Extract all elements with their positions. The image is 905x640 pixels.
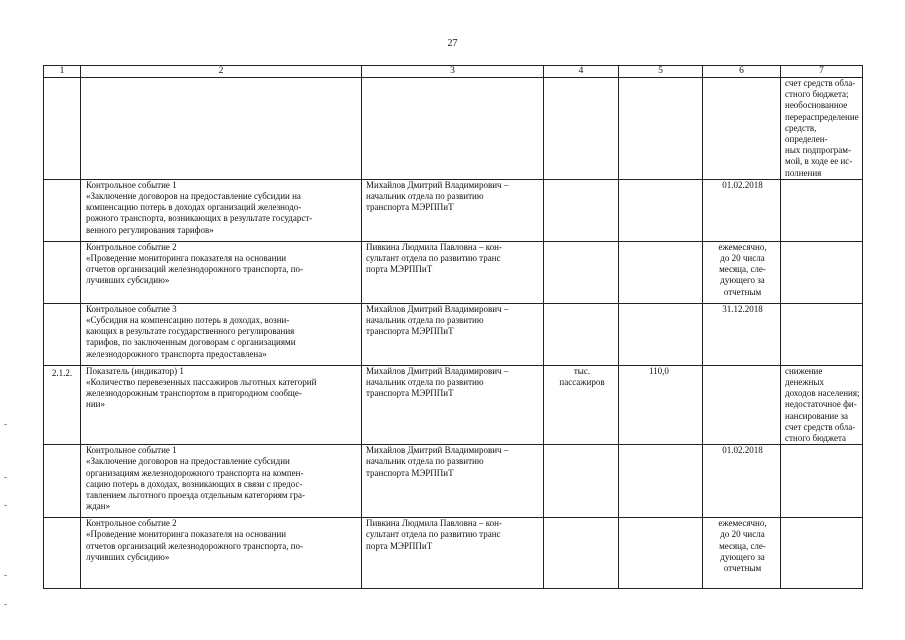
item-number — [44, 78, 81, 180]
deadline-date: 31.12.2018 — [703, 303, 781, 365]
item-number: 2.1.2. — [44, 365, 81, 444]
responsible-person: Михайлов Дмитрий Владимирович – начальник отдела по развитию транспорта МЭРППиТ — [362, 445, 544, 518]
risk-description — [781, 445, 863, 518]
item-description — [81, 78, 362, 180]
risk-description: счет средств обла- стного бюджета; необоснованное перераспределение средств, определен- ных подпрограм- мой, в ходе ее ис- полнения — [781, 78, 863, 180]
item-description: Контрольное событие 3 «Субсидия на компенсацию потерь в доходах, возни- кающих в результате государственного регулирования тарифов, по заключенным договорам с организациями железнодорожного транспорта предоставлена» — [81, 303, 362, 365]
unit-of-measure — [544, 179, 619, 241]
plan-table — [43, 65, 863, 589]
column-number: 1 — [44, 66, 81, 78]
responsible-person — [362, 78, 544, 180]
table-row — [44, 365, 863, 444]
risk-description — [781, 518, 863, 589]
item-description: Контрольное событие 1 «Заключение договоров на предоставление субсидии на компенсацию потерь в доходах организаций железнодо- рожного транспорта, возникающих в результате государст- венного регулирования тарифов» — [81, 179, 362, 241]
unit-of-measure: тыс. пассажиров — [544, 365, 619, 444]
item-description: Контрольное событие 2 «Проведение мониторинга показателя на основании отчетов организаций железнодорожного транспорта, по- лучивших субсидию» — [81, 241, 362, 303]
responsible-person: Михайлов Дмитрий Владимирович – начальник отдела по развитию транспорта МЭРППиТ — [362, 365, 544, 444]
indicator-value — [619, 179, 703, 241]
deadline-date: ежемесячно, до 20 числа месяца, сле- дующего за отчетным — [703, 241, 781, 303]
unit-of-measure — [544, 303, 619, 365]
indicator-value — [619, 518, 703, 589]
deadline-date — [703, 365, 781, 444]
item-number — [44, 518, 81, 589]
table-row — [44, 241, 863, 303]
column-number-row — [44, 66, 863, 78]
indicator-value: 110,0 — [619, 365, 703, 444]
risk-description — [781, 241, 863, 303]
table-row — [44, 445, 863, 518]
column-number: 4 — [544, 66, 619, 78]
responsible-person: Пивкина Людмила Павловна – кон- сультант отдела по развитию транс порта МЭРППиТ — [362, 241, 544, 303]
item-number — [44, 241, 81, 303]
risk-description: снижение денежных доходов населения; недостаточное фи- нансирование за счет средств обла- стного бюджета — [781, 365, 863, 444]
column-number: 6 — [703, 66, 781, 78]
responsible-person: Михайлов Дмитрий Владимирович – начальник отдела по развитию транспорта МЭРППиТ — [362, 179, 544, 241]
indicator-value — [619, 78, 703, 180]
indicator-value — [619, 445, 703, 518]
item-description: Контрольное событие 1 «Заключение договоров на предоставление субсидии организациям железнодорожного транспорта на компен- сацию потерь в доходах, возникающих в связи с предос- тавлением льготного проезда отдельным категориям гра- ждан» — [81, 445, 362, 518]
risk-description — [781, 179, 863, 241]
deadline-date: 01.02.2018 — [703, 445, 781, 518]
table-row — [44, 518, 863, 589]
unit-of-measure — [544, 518, 619, 589]
item-description: Контрольное событие 2 «Проведение мониторинга показателя на основании отчетов организаций железнодорожного транспорта, по- лучивших субсидию» — [81, 518, 362, 589]
table-row — [44, 78, 863, 180]
column-number: 5 — [619, 66, 703, 78]
indicator-value — [619, 303, 703, 365]
item-number — [44, 445, 81, 518]
item-description: Показатель (индикатор) 1 «Количество перевезенных пассажиров льготных категорий железнодорожным транспортом в пригородном сообще- нии» — [81, 365, 362, 444]
column-number: 3 — [362, 66, 544, 78]
item-number — [44, 179, 81, 241]
item-number — [44, 303, 81, 365]
responsible-person: Пивкина Людмила Павловна – кон- сультант отдела по развитию транс порта МЭРППиТ — [362, 518, 544, 589]
table-row — [44, 179, 863, 241]
deadline-date: ежемесячно, до 20 числа месяца, сле- дующего за отчетным — [703, 518, 781, 589]
unit-of-measure — [544, 241, 619, 303]
unit-of-measure — [544, 78, 619, 180]
deadline-date: 01.02.2018 — [703, 179, 781, 241]
unit-of-measure — [544, 445, 619, 518]
column-number: 7 — [781, 66, 863, 78]
page-number: 27 — [447, 38, 458, 49]
deadline-date — [703, 78, 781, 180]
column-number: 2 — [81, 66, 362, 78]
table-row — [44, 303, 863, 365]
responsible-person: Михайлов Дмитрий Владимирович – начальник отдела по развитию транспорта МЭРППиТ — [362, 303, 544, 365]
risk-description — [781, 303, 863, 365]
indicator-value — [619, 241, 703, 303]
